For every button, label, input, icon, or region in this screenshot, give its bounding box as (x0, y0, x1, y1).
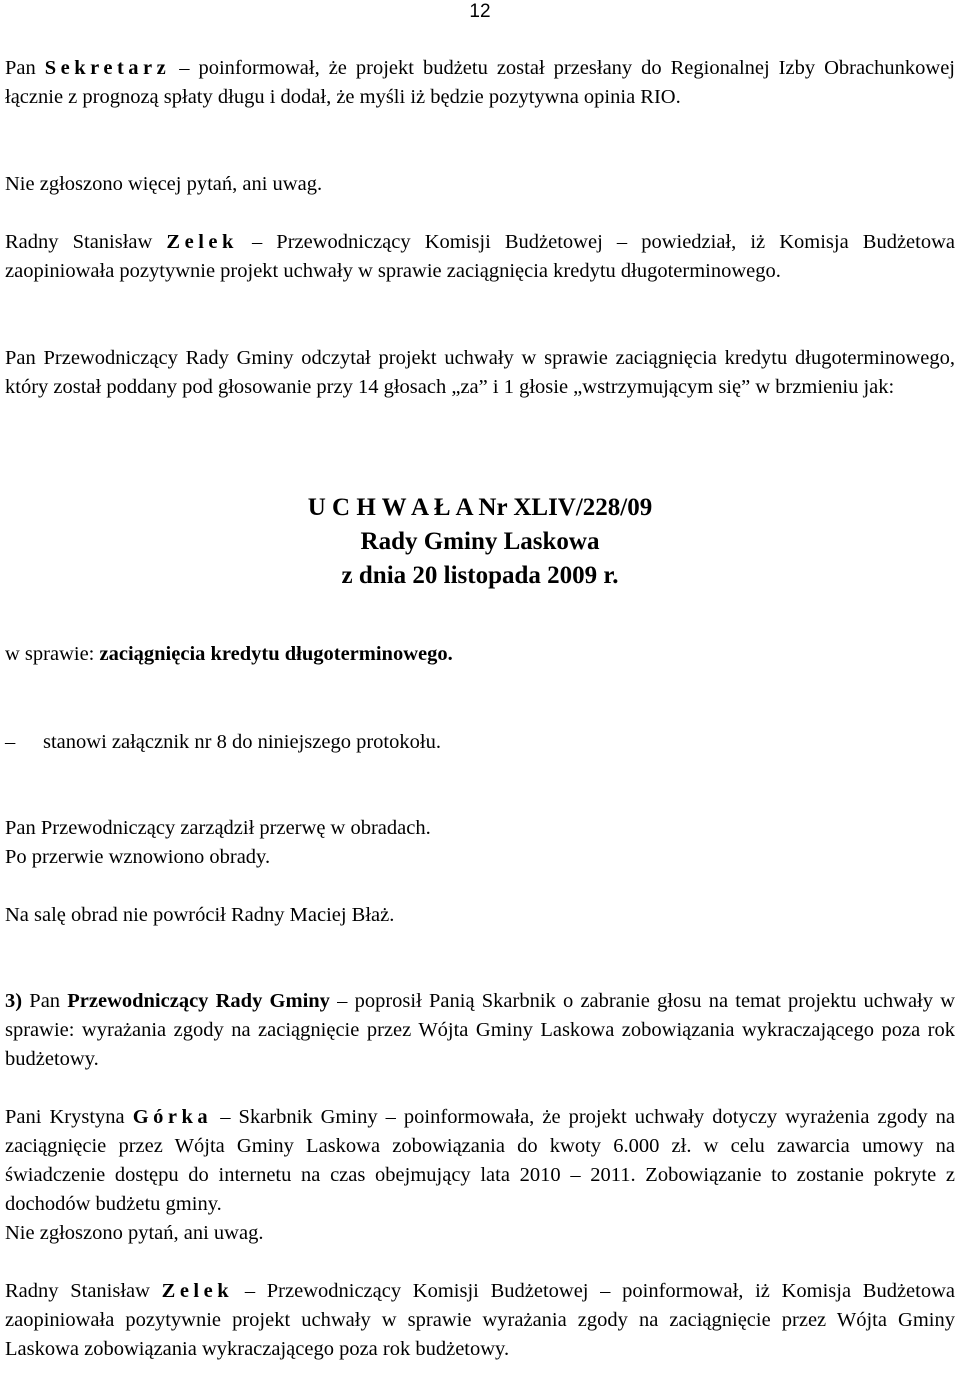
paragraph-no-questions-2: Nie zgłoszono pytań, ani uwag. (5, 1222, 264, 1244)
speaker-name: Przewodniczący Rady Gminy (67, 990, 330, 1012)
speaker-name: Górka (132, 1106, 213, 1128)
speaker-name: Sekretarz (44, 57, 171, 79)
page-number: 12 (469, 1, 491, 22)
paragraph-zelek-opinion: Radny Stanisław Zelek – Przewodniczący Komisji Budżetowej – powiedział, iż Komisja Budżetowa zaopiniowała pozytywnie projekt uchwały w sprawie zaciągnięcia kredytu długoterminowego. (5, 231, 955, 282)
resolution-date: z dnia 20 listopada 2009 r. (341, 562, 619, 589)
attachment-note: – stanowi załącznik nr 8 do niniejszego protokołu. (5, 731, 441, 753)
paragraph-chairman-reading: Pan Przewodniczący Rady Gminy odczytał projekt uchwały w sprawie zaciągnięcia kredytu długoterminowego, który został poddany pod głosowanie przy 14 głosach „za” i 1 głosie „wstrzymującym się” w brzmieniu jak: (5, 347, 955, 398)
paragraph-break: Pan Przewodniczący zarządził przerwę w obradach. (5, 817, 431, 839)
resolution-title: U C H W A Ł A Nr XLIV/228/09 (307, 494, 653, 521)
speaker-name: Zelek (166, 231, 238, 253)
paragraph-no-questions: Nie zgłoszono więcej pytań, ani uwag. (5, 173, 323, 195)
paragraph-item-3: 3) Pan Przewodniczący Rady Gminy – poprosił Panią Skarbnik o zabranie głosu na temat projektu uchwały w sprawie: wyrażania zgody na zaciągnięcie przez Wójta Gminy Laskowa zobowiązania wykraczającego poza rok budżetowy. (5, 990, 955, 1070)
resolution-subject: w sprawie: zaciągnięcia kredytu długoterminowego. (5, 643, 453, 665)
resolution-body: Rady Gminy Laskowa (360, 528, 600, 555)
speaker-name: Zelek (161, 1280, 234, 1302)
paragraph-zelek-opinion-2: Radny Stanisław Zelek – Przewodniczący Komisji Budżetowej – poinformował, iż Komisja Budżetowa zaopiniowała pozytywnie projekt uchwały w sprawie wyrażania zgody na zaciągnięcie przez Wójta Gminy Laskowa zobowiązania wykraczającego poza rok budżetowy. (5, 1280, 955, 1360)
paragraph-resumed: Po przerwie wznowiono obrady. (5, 846, 271, 868)
paragraph-absence: Na salę obrad nie powrócił Radny Maciej Błaż. (5, 904, 395, 926)
paragraph-treasurer: Pani Krystyna Górka – Skarbnik Gminy – poinformowała, że projekt uchwały dotyczy wyrażenia zgody na zaciągnięcie przez Wójta Gminy Laskowa zobowiązania do kwoty 6.000 zł. w celu zawarcia umowy na świadczenie dostępu do internetu na czas obejmujący lata 2010 – 2011. Zobowiązanie to zostanie pokryte z dochodów budżetu gminy. (5, 1106, 955, 1215)
paragraph-secretary: Pan Sekretarz – poinformował, że projekt budżetu został przesłany do Regionalnej Izby Obrachunkowej łącznie z prognozą spłaty długu i dodał, że myśli iż będzie pozytywna opinia RIO. (5, 57, 955, 108)
